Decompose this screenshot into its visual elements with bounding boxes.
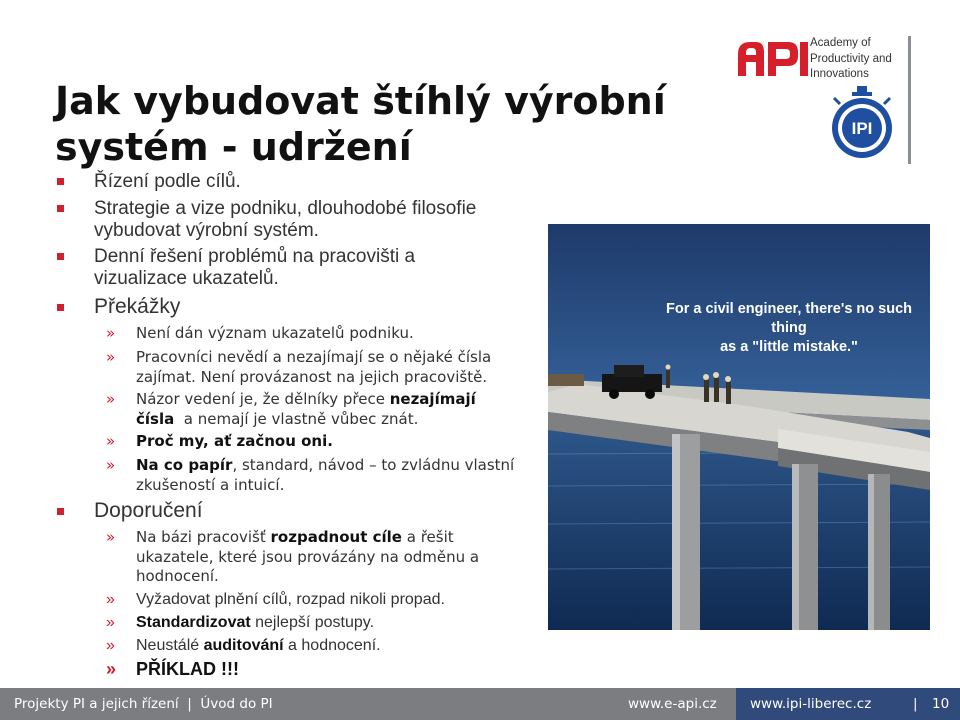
slide-title-line1: Jak vybudovat štíhlý výrobní <box>55 79 666 123</box>
sub-bullet-bold: auditování <box>203 637 284 654</box>
sub-bullet-bold: PŘÍKLAD !!! <box>136 659 239 679</box>
sub-bullet-item <box>106 590 556 610</box>
sub-bullet-text: nejlepší postupy. <box>250 614 375 631</box>
bullet-text: Řízení podle cílů. <box>94 171 241 192</box>
chevron-right-icon: » <box>106 324 116 342</box>
sub-bullet-item <box>106 390 556 429</box>
chevron-right-icon: » <box>106 348 116 366</box>
sub-bullet-bold: nezajímají <box>389 390 476 408</box>
footer-link-ipi-liberec[interactable]: www.ipi-liberec.cz <box>750 696 872 712</box>
bullet-text: vybudovat výrobní systém. <box>94 220 319 241</box>
svg-text:API: API <box>773 80 775 81</box>
photo-caption-line: For a civil engineer, there's no such thing <box>666 301 912 336</box>
bullet-item <box>94 198 554 242</box>
sub-bullet-item <box>106 613 556 633</box>
chevron-right-icon: » <box>106 659 117 679</box>
chevron-right-icon: » <box>106 528 116 546</box>
api-logo <box>736 36 916 166</box>
bullet-item-prekazky <box>94 296 554 318</box>
sub-bullet-text: Na bázi pracovišť <box>136 528 271 546</box>
sub-bullet-text: zajímat. Není provázanost na jejich pracoviště. <box>136 367 488 386</box>
bullet-square-icon <box>57 508 64 515</box>
bullet-text: Překážky <box>94 295 181 318</box>
footer-link-e-api[interactable]: www.e-api.cz <box>628 696 717 712</box>
chevron-right-icon: » <box>106 432 116 450</box>
bullet-text: Strategie a vize podniku, dlouhodobé filosofie <box>94 198 477 219</box>
logo-divider <box>908 36 911 164</box>
page-number: 10 <box>932 696 950 712</box>
sub-bullet-text: hodnocení. <box>136 567 219 585</box>
bullet-text: Denní řešení problémů na pracovišti a <box>94 246 416 267</box>
chevron-right-icon: » <box>106 456 116 474</box>
chevron-right-icon: » <box>106 390 116 408</box>
sub-bullet-text: Názor vedení je, že dělníky přece <box>136 390 390 408</box>
footer-course-title: Projekty PI a jejich řízení | Úvod do PI <box>14 696 273 712</box>
sub-bullet-text: a hodnocení. <box>283 637 381 654</box>
sub-bullet-item <box>106 528 556 587</box>
bullet-item-doporuceni <box>94 500 554 522</box>
sub-bullet-item <box>106 432 556 452</box>
bullet-square-icon <box>57 205 64 212</box>
sub-bullet-item <box>106 659 556 680</box>
bullet-text: Doporučení <box>94 499 203 522</box>
sub-bullet-text: Neustálé <box>136 637 204 654</box>
api-brand-icon <box>736 36 810 82</box>
bullet-square-icon <box>57 178 64 185</box>
logo-text-line: Academy of <box>810 37 871 49</box>
logo-text-line: Productivity and <box>810 52 892 65</box>
logo-badge-text: IPI <box>851 119 873 138</box>
sub-bullet-item <box>106 456 566 495</box>
bullet-square-icon <box>57 304 64 311</box>
sub-bullet-text: , standard, návod – to zvládnu vlastní <box>232 456 515 474</box>
sub-bullet-bold: Na co papír <box>136 456 233 474</box>
bridge-photo <box>548 224 930 630</box>
chevron-right-icon: » <box>106 614 115 631</box>
logo-text <box>810 36 892 83</box>
sub-bullet-item <box>106 324 556 344</box>
sub-bullet-bold: Proč my, ať začnou oni. <box>136 432 333 450</box>
footer-right-panel <box>736 688 960 720</box>
stopwatch-badge-icon <box>830 84 894 164</box>
sub-bullet-bold: Standardizovat <box>136 614 251 631</box>
slide-footer <box>0 688 960 720</box>
photo-caption <box>654 300 924 357</box>
sub-bullet-text: a řešit <box>401 528 454 546</box>
logo-text-line: Innovations <box>810 68 869 80</box>
sub-bullet-text: Není dán význam ukazatelů podniku. <box>136 324 414 342</box>
sub-bullet-text: a nemají je vlastně vůbec znát. <box>174 409 419 428</box>
slide-title-line2: systém - udržení <box>55 125 412 169</box>
sub-bullet-text: Pracovníci nevědí a nezajímají se o nějaké čísla <box>136 348 492 366</box>
bullet-square-icon <box>57 253 64 260</box>
bullet-text: vizualizace ukazatelů. <box>94 268 279 289</box>
chevron-right-icon: » <box>106 637 115 654</box>
chevron-right-icon: » <box>106 591 115 608</box>
sub-bullet-bold: čísla <box>136 409 175 428</box>
sub-bullet-text: ukazatele, které jsou provázány na odměnu a <box>136 547 480 566</box>
footer-separator: | <box>913 696 918 712</box>
photo-caption-line: as a "little mistake." <box>720 339 858 355</box>
sub-bullet-bold: rozpadnout cíle <box>270 528 402 546</box>
sub-bullet-item <box>106 348 556 387</box>
misaligned-bridge-image <box>548 224 930 630</box>
sub-bullet-text: Vyžadovat plnění cílů, rozpad nikoli propad. <box>136 591 445 608</box>
bullet-item <box>94 246 554 290</box>
bullet-item <box>94 171 554 193</box>
sub-bullet-text: zkušeností a intuicí. <box>136 475 285 494</box>
sub-bullet-item <box>106 636 556 656</box>
